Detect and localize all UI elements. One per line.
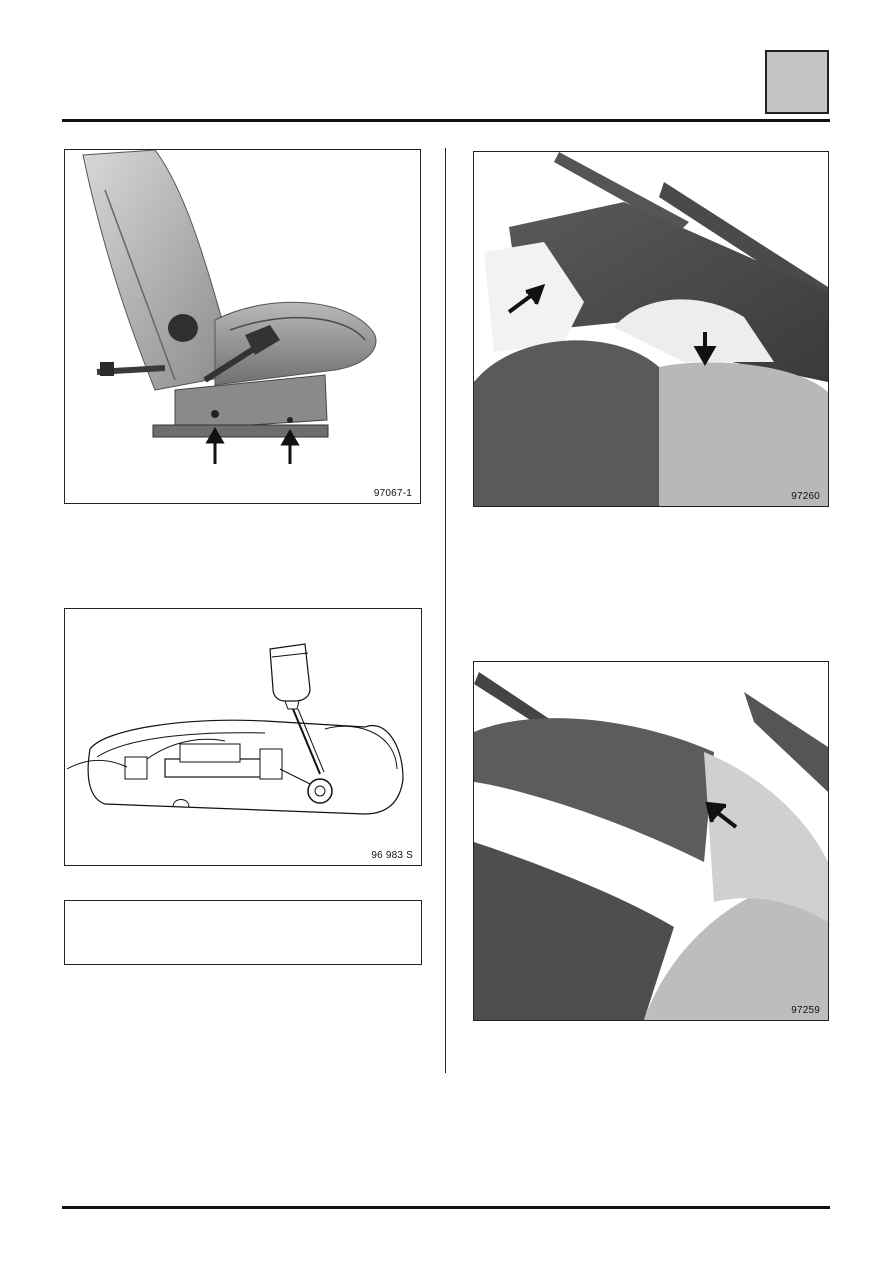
figure-seat-side <box>64 149 421 504</box>
figure-ref: 97259 <box>791 1005 820 1016</box>
footer-rule <box>62 1206 830 1209</box>
note-box <box>64 900 422 965</box>
column-divider <box>445 148 446 1073</box>
figure-seat-mechanism <box>64 608 422 866</box>
figure-ref: 97260 <box>791 491 820 502</box>
cover-photo <box>474 662 828 1020</box>
figure-cushion-removal <box>473 151 829 507</box>
mechanism-drawing <box>65 609 421 865</box>
figure-ref: 97067-1 <box>373 488 412 499</box>
cushion-photo <box>474 152 828 506</box>
seat-photo <box>65 150 420 503</box>
figure-ref: 96 983 S <box>371 850 413 861</box>
figure-cover-detail <box>473 661 829 1021</box>
header-rule <box>62 119 830 122</box>
chapter-tab <box>765 50 829 114</box>
